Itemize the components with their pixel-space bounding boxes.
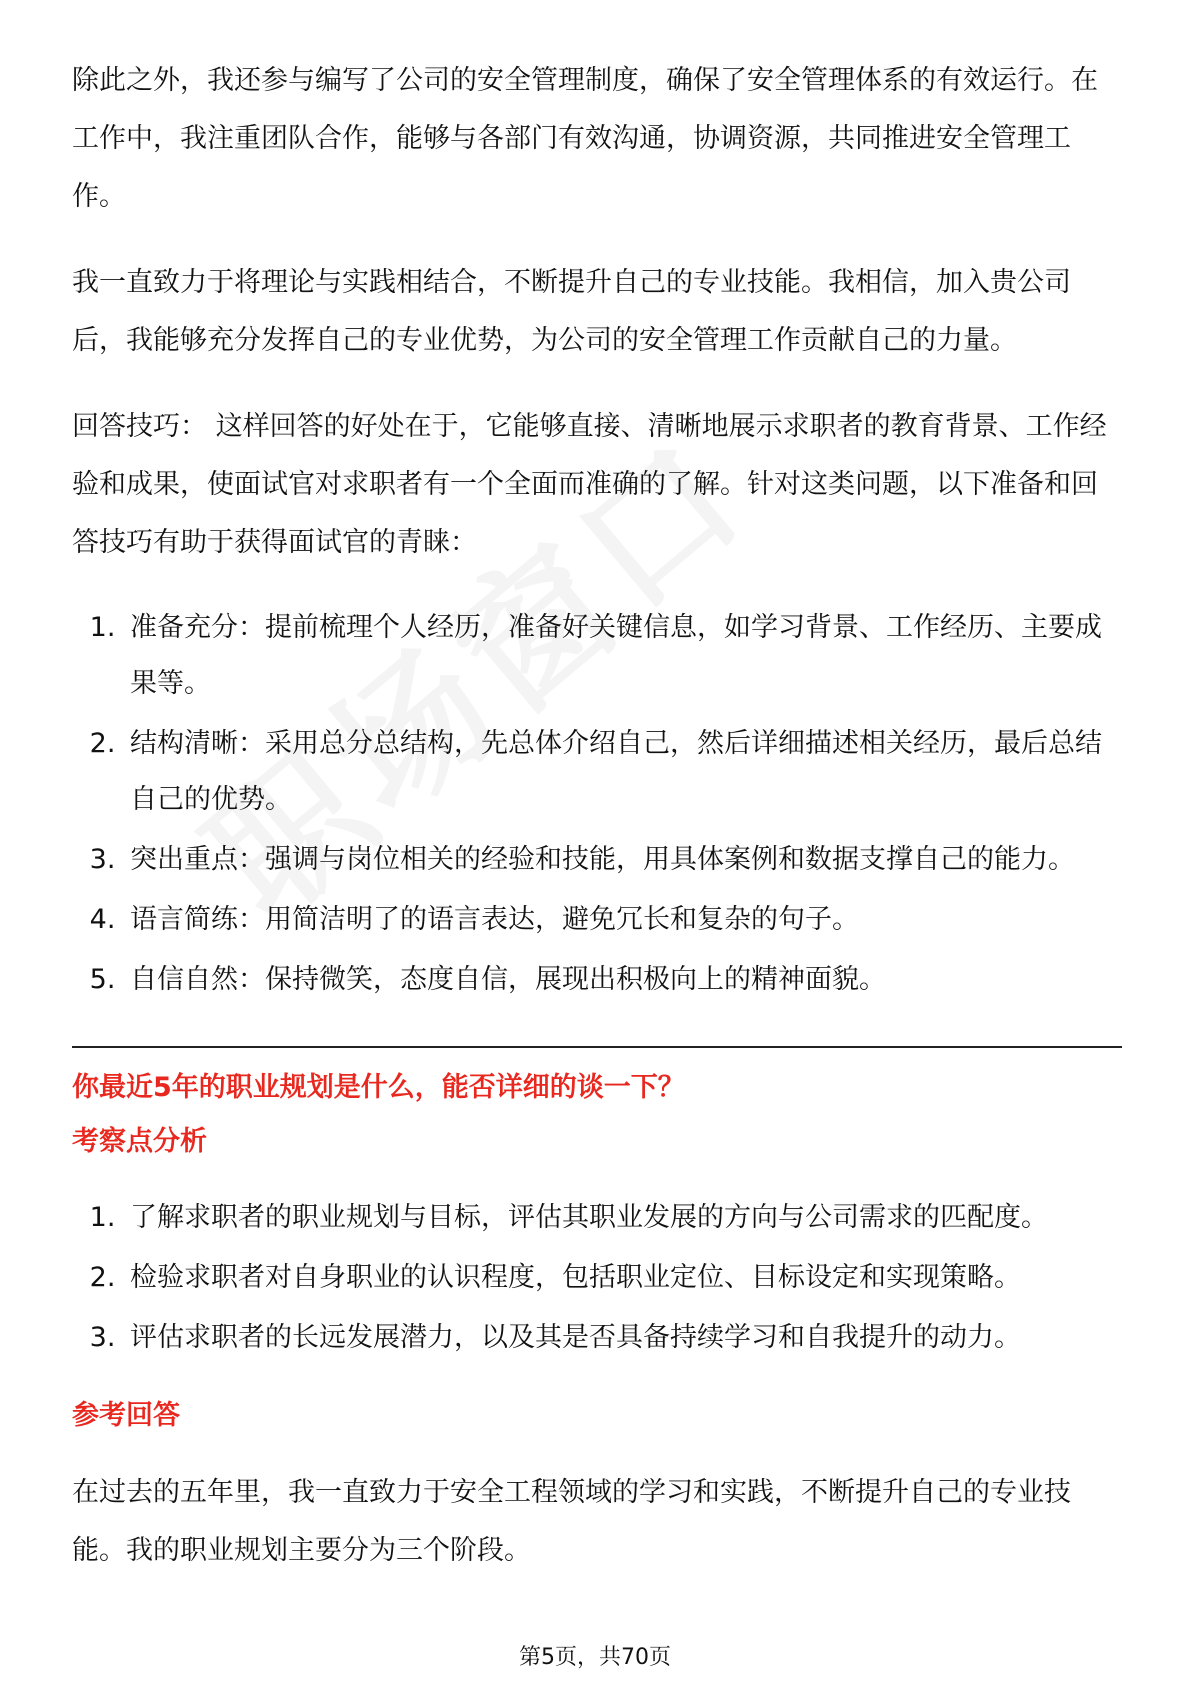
list-item: 3. 评估求职者的长远发展潜力，以及其是否具备持续学习和自我提升的动力。 [124,1310,1122,1366]
list-item: 2. 检验求职者对自身职业的认识程度，包括职业定位、目标设定和实现策略。 [124,1250,1122,1306]
list-item: 4. 语言简练：用简洁明了的语言表达，避免冗长和复杂的句子。 [124,892,1122,948]
list-item: 1. 了解求职者的职业规划与目标，评估其职业发展的方向与公司需求的匹配度。 [124,1190,1122,1246]
list-item: 1. 准备充分：提前梳理个人经历，准备好关键信息，如学习背景、工作经历、主要成果等。 [124,600,1122,712]
list-item: 5. 自信自然：保持微笑，态度自信，展现出积极向上的精神面貌。 [124,952,1122,1008]
answer-heading: 参考回答 [72,1400,180,1431]
question-title: 你最近5年的职业规划是什么，能否详细的谈一下？ [72,1072,685,1103]
answer-paragraph: 在过去的五年里，我一直致力于安全工程领域的学习和实践，不断提升自己的专业技能。我的职业规划主要分为三个阶段。 [72,1477,1071,1566]
list-item: 3. 突出重点：强调与岗位相关的经验和技能，用具体案例和数据支撑自己的能力。 [124,832,1122,888]
paragraph: 我一直致力于将理论与实践相结合，不断提升自己的专业技能。我相信，加入贵公司后，我能够充分发挥自己的专业优势，为公司的安全管理工作贡献自己的力量。 [72,267,1071,356]
list-item: 2. 结构清晰：采用总分总结构，先总体介绍自己，然后详细描述相关经历，最后总结自己的优势。 [124,716,1122,828]
answer-tips-paragraph: 回答技巧： 这样回答的好处在于，它能够直接、清晰地展示求职者的教育背景、工作经验和成果，使面试官对求职者有一个全面而准确的了解。针对这类问题，以下准备和回答技巧有助于获得面试官的青睐： [72,411,1107,558]
analysis-heading: 考察点分析 [72,1126,207,1157]
analysis-list [72,1190,1122,1366]
tips-list [72,600,1122,1008]
page-content [72,52,1122,1608]
page-number: 第5页，共70页 [519,1645,671,1670]
paragraph: 除此之外，我还参与编写了公司的安全管理制度，确保了安全管理体系的有效运行。在工作中，我注重团队合作，能够与各部门有效沟通，协调资源，共同推进安全管理工作。 [72,65,1098,212]
section-divider [72,1046,1122,1048]
